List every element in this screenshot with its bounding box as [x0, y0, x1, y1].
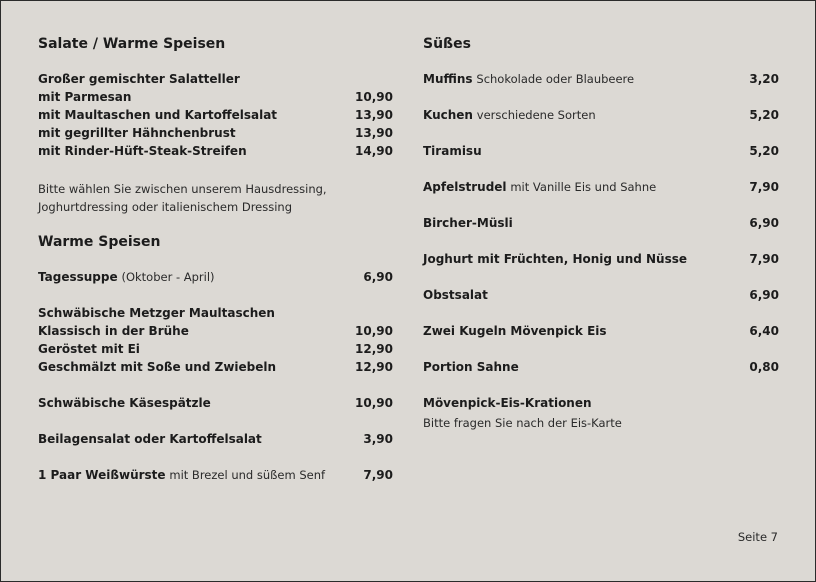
menu-item	[38, 270, 393, 288]
menu-item	[423, 360, 779, 378]
item-description: mit Brezel und süßem Senf	[169, 468, 326, 482]
item-price: 13,90	[355, 126, 393, 140]
menu-item	[423, 288, 779, 306]
salad-title	[38, 72, 393, 90]
item-name: Zwei Kugeln Mövenpick Eis	[423, 324, 607, 338]
item-description: Schokolade oder Blaubeere	[476, 72, 635, 86]
menu-item	[38, 126, 393, 144]
menu-item	[423, 252, 779, 270]
menu-item	[38, 360, 393, 378]
page-number: Seite 7	[737, 530, 778, 544]
dressing-note-line1: Bitte wählen Sie zwischen unserem Hausdressing,	[38, 182, 327, 196]
item-price: 12,90	[355, 342, 393, 356]
maultaschen-title-text: Schwäbische Metzger Maultaschen	[38, 306, 275, 320]
menu-item	[38, 342, 393, 360]
item-description: verschiedene Sorten	[476, 108, 596, 122]
item-price: 6,90	[749, 216, 779, 230]
dressing-note	[38, 180, 327, 216]
menu-item	[38, 144, 393, 162]
item-name: Joghurt mit Früchten, Honig und Nüsse	[423, 252, 688, 266]
item-name: Kuchen	[423, 108, 473, 122]
item-name: Geröstet mit Ei	[38, 342, 140, 356]
menu-item	[423, 180, 779, 198]
menu-item	[38, 432, 393, 450]
item-price: 12,90	[355, 360, 393, 374]
item-price: 3,20	[749, 72, 779, 86]
item-name: mit Parmesan	[38, 90, 132, 104]
item-price: 3,90	[363, 432, 393, 446]
item-name: Bircher-Müsli	[423, 216, 513, 230]
item-name: Klassisch in der Brühe	[38, 324, 189, 338]
menu-item	[38, 468, 393, 486]
salad-title-text: Großer gemischter Salatteller	[38, 72, 240, 86]
item-price: 5,20	[749, 144, 779, 158]
menu-item	[38, 108, 393, 126]
section-heading-suesses: Süßes	[423, 36, 471, 52]
item-name: 1 Paar Weißwürste	[38, 468, 166, 482]
item-price: 6,90	[363, 270, 393, 284]
kreationen-title-text: Mövenpick-Eis-Krationen	[423, 396, 592, 410]
item-name: Tagessuppe	[38, 270, 118, 284]
kreationen-note: Bitte fragen Sie nach der Eis-Karte	[423, 416, 622, 430]
menu-item	[423, 144, 779, 162]
item-price: 10,90	[355, 324, 393, 338]
item-name: mit gegrillter Hähnchenbrust	[38, 126, 236, 140]
item-price: 7,90	[749, 252, 779, 266]
item-price: 0,80	[749, 360, 779, 374]
item-name: Obstsalat	[423, 288, 488, 302]
item-name: Tiramisu	[423, 144, 482, 158]
menu-item	[423, 324, 779, 342]
maultaschen-title	[38, 306, 393, 324]
item-name: Portion Sahne	[423, 360, 519, 374]
item-name: mit Rinder-Hüft-Steak-Streifen	[38, 144, 247, 158]
item-price: 6,40	[749, 324, 779, 338]
item-price: 13,90	[355, 108, 393, 122]
menu-item	[38, 324, 393, 342]
menu-item	[423, 108, 779, 126]
item-name: Beilagensalat oder Kartoffelsalat	[38, 432, 262, 446]
item-price: 7,90	[749, 180, 779, 194]
item-name: mit Maultaschen und Kartoffelsalat	[38, 108, 278, 122]
menu-item	[38, 396, 393, 414]
item-name: Geschmälzt mit Soße und Zwiebeln	[38, 360, 277, 374]
item-price: 14,90	[355, 144, 393, 158]
item-name: Muffins	[423, 72, 473, 86]
menu-item	[38, 90, 393, 108]
item-description: mit Vanille Eis und Sahne	[510, 180, 657, 194]
item-price: 6,90	[749, 288, 779, 302]
menu-item	[423, 72, 779, 90]
section-heading-warme-speisen: Warme Speisen	[38, 234, 161, 250]
kreationen-title	[423, 396, 779, 414]
item-price: 10,90	[355, 396, 393, 410]
section-heading-salate: Salate / Warme Speisen	[38, 36, 226, 52]
item-name: Apfelstrudel	[423, 180, 507, 194]
dressing-note-line2: Joghurtdressing oder italienischem Dressing	[38, 200, 293, 214]
item-price: 10,90	[355, 90, 393, 104]
menu-item	[423, 216, 779, 234]
item-price: 5,20	[749, 108, 779, 122]
item-description: (Oktober - April)	[121, 270, 215, 284]
item-name: Schwäbische Käsespätzle	[38, 396, 211, 410]
item-price: 7,90	[363, 468, 393, 482]
